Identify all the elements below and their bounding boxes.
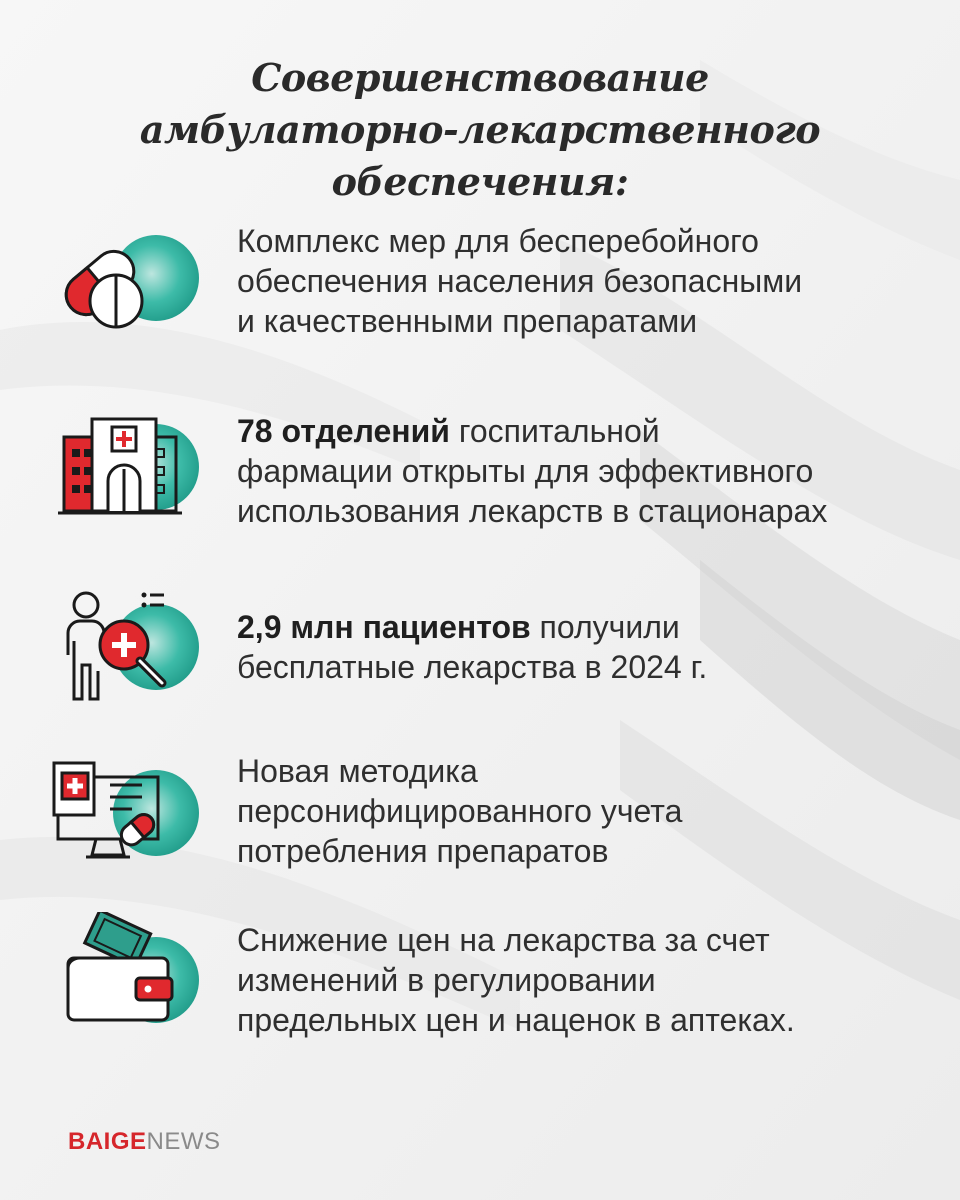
title-line-2: амбулаторно-лекарственного обеспечения: — [139, 107, 821, 204]
item-text — [237, 411, 937, 531]
item-text — [237, 751, 937, 871]
item-bold-text: 78 отделений — [237, 413, 450, 449]
item-line-2: обеспечения населения безопасными — [237, 263, 803, 299]
item-text — [237, 221, 937, 341]
patient-search-icon — [52, 585, 212, 705]
hospital-icon — [52, 405, 212, 525]
item-line-2: фармации открыты для эффективного — [237, 453, 814, 489]
title-line-1: Совершенствование — [251, 55, 709, 100]
item-text — [237, 607, 937, 687]
item-line-3: использования лекарств в стационарах — [237, 493, 828, 529]
item-line-3: потребления препаратов — [237, 833, 609, 869]
wallet-icon — [52, 912, 212, 1032]
item-line-3: предельных цен и наценок в аптеках. — [237, 1002, 795, 1038]
logo-part-2: NEWS — [146, 1128, 221, 1155]
medical-record-computer-icon — [52, 755, 212, 875]
item-line-1: Комплекс мер для бесперебойного — [237, 223, 759, 259]
pills-icon — [52, 223, 212, 343]
item-line-1: получили — [530, 609, 680, 645]
item-line-2: персонифицированного учета — [237, 793, 683, 829]
item-text — [237, 920, 937, 1040]
item-line-2: изменений в регулировании — [237, 962, 656, 998]
item-bold-text: 2,9 млн пациентов — [237, 609, 531, 645]
item-line-1: Снижение цен на лекарства за счет — [237, 922, 770, 958]
brand-logo — [68, 1128, 221, 1156]
item-line-1: госпитальной — [449, 413, 660, 449]
item-line-3: и качественными препаратами — [237, 303, 698, 339]
item-line-2: бесплатные лекарства в 2024 г. — [237, 649, 708, 685]
item-line-1: Новая методика — [237, 753, 478, 789]
logo-part-1: BAIGE — [68, 1128, 147, 1155]
page-title — [0, 52, 960, 208]
